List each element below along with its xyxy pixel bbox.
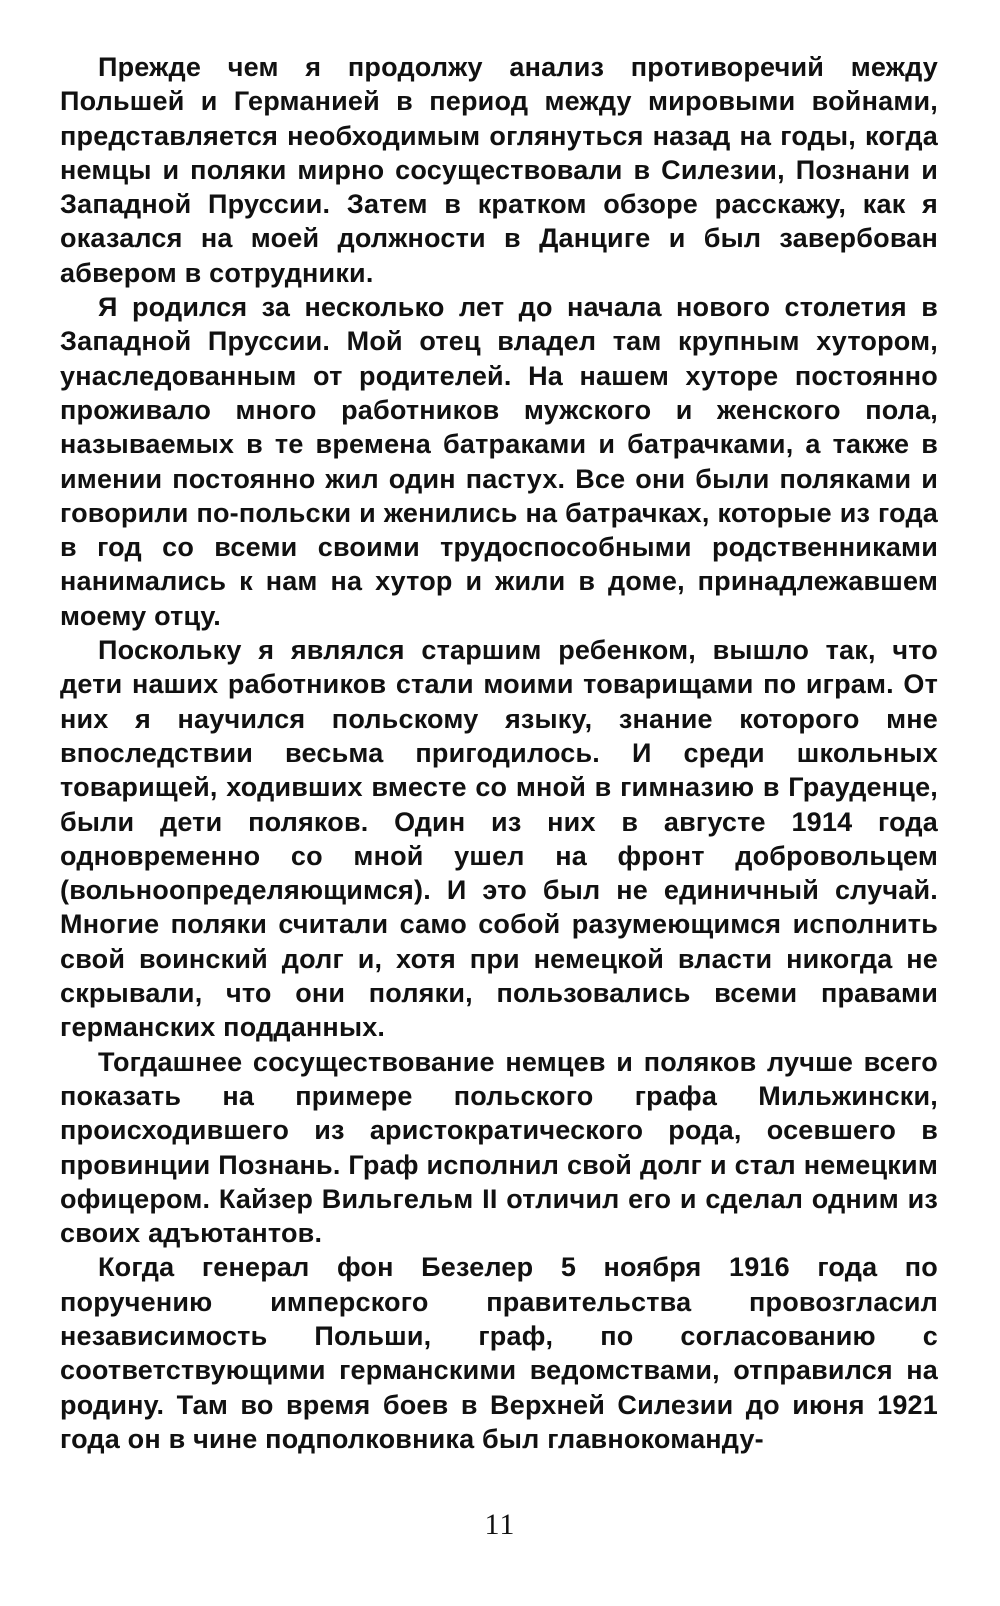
- body-text: [60, 50, 938, 1456]
- page-number: 11: [484, 1508, 516, 1541]
- paragraph-3: Поскольку я являлся старшим ребенком, вышло так, что дети наших работников стали моими товарищами по играм. От них я научился польскому языку, знание которого мне впоследствии весьма пригодилось. И среди школьных товарищей, ходивших вместе со мной в гимназию в Грауденце, были дети поляков. Один из них в августе 1914 года одновременно со мной ушел на фронт добровольцем (вольноопределяющимся). И это был не единичный случай. Многие поляки считали само собой разумеющимся исполнить свой воинский долг и, хотя при немецкой власти никогда не скрывали, что они поляки, пользовались всеми правами германских подданных.: [60, 635, 938, 1043]
- paragraph-5: Когда генерал фон Безелер 5 ноября 1916 года по поручению имперского правительства провозгласил независимость Польши, граф, по согласованию с соответствующими германскими ведомствами, отправился на родину. Там во время боев в Верхней Силезии до июня 1921 года он в чине подполковника был главнокоманду-: [60, 1252, 938, 1454]
- paragraph-2: Я родился за несколько лет до начала нового столетия в Западной Пруссии. Мой отец владел там крупным хутором, унаследованным от родителей. На нашем хуторе постоянно проживало много работников мужского и женского пола, называемых в те времена батраками и батрачками, а также в имении постоянно жил один пастух. Все они были поляками и говорили по-польски и женились на батрачках, которые из года в год со всеми своими трудоспособными родственниками нанимались к нам на хутор и жили в доме, принадлежавшем моему отцу.: [60, 292, 938, 631]
- paragraph-4: Тогдашнее сосуществование немцев и поляков лучше всего показать на примере польского графа Мильжински, происходившего из аристократического рода, осевшего в провинции Познань. Граф исполнил свой долг и стал немецким офицером. Кайзер Вильгельм II отличил его и сделал одним из своих адъютантов.: [60, 1046, 938, 1249]
- paragraph-1: Прежде чем я продолжу анализ противоречий между Польшей и Германией в период между мировыми войнами, представляется необходимым оглянуться назад на годы, когда немцы и поляки мирно сосуществовали в Силезии, Познани и Западной Пруссии. Затем в кратком обзоре расскажу, как я оказался на моей должности в Данциге и был завербован абвером в сотрудники.: [60, 52, 938, 288]
